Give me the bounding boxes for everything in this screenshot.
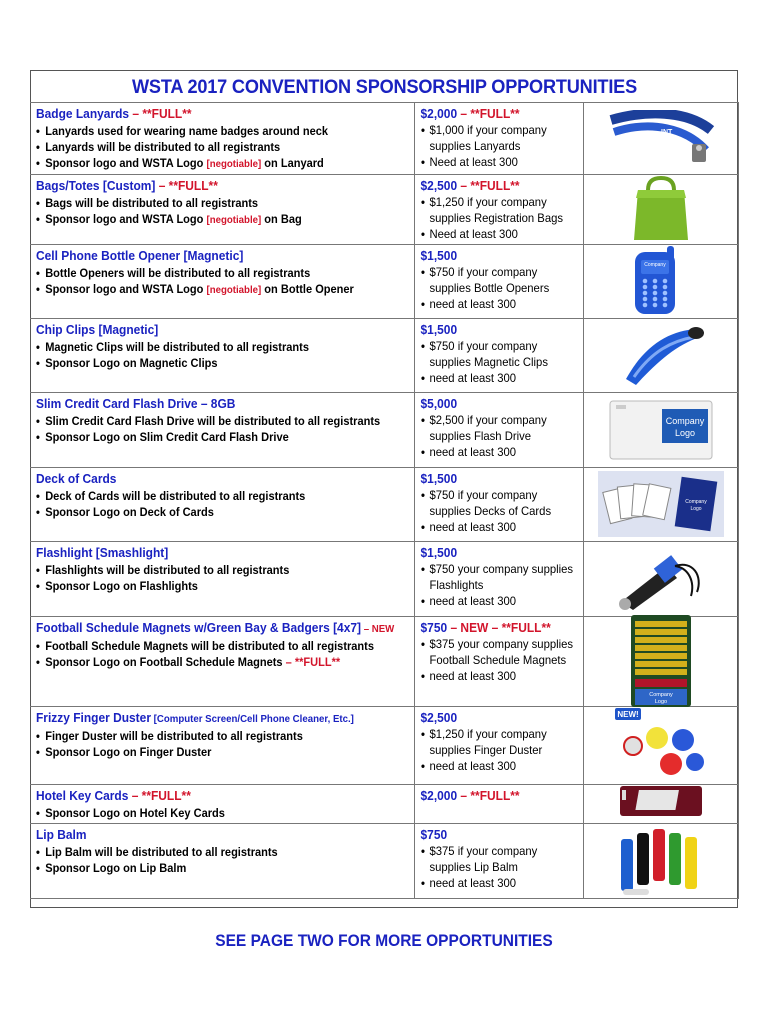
bullet-item: [36, 339, 380, 355]
price-value: $750: [420, 827, 448, 842]
price-details: [415, 412, 583, 460]
price-heading: [415, 319, 570, 338]
item-bullets: [36, 728, 410, 760]
price-detail-line: • Need at least 300: [421, 154, 573, 170]
finger-duster-image: [584, 707, 738, 783]
price-detail-line: • need at least 300: [421, 519, 573, 535]
bullet-item: [36, 638, 380, 654]
bullet-item: [36, 281, 380, 298]
price-detail-line: • $1,250 if your company: [421, 726, 573, 742]
price-status: – **FULL**: [457, 178, 520, 193]
item-bullets: [36, 638, 410, 670]
bullet-item: [36, 805, 380, 821]
price-details: [415, 726, 583, 774]
price-value: $5,000: [420, 396, 458, 411]
price-status: – **FULL**: [457, 788, 520, 803]
item-description-cell: [30, 245, 415, 319]
bullet-text: Finger Duster will be distributed to all registrants: [45, 729, 303, 743]
item-image-cell: [584, 785, 739, 824]
price-value: $2,500: [420, 178, 458, 193]
price-value: $2,000: [420, 106, 458, 121]
price-detail-line: • $2,500 if your company: [421, 412, 573, 428]
bullet-item: [36, 504, 380, 520]
item-description-cell: [30, 824, 415, 899]
item-description-cell: [30, 319, 415, 393]
price-heading: [415, 617, 570, 636]
price-detail-line: supplies Flash Drive: [429, 429, 532, 443]
price-heading: [415, 785, 570, 804]
bullet-item: [36, 654, 380, 670]
bullet-item: [36, 429, 380, 445]
price-details: [415, 122, 583, 170]
item-image-cell: [584, 175, 739, 245]
bullet-item: [36, 413, 380, 429]
bullet-text: Sponsor Logo on Hotel Key Cards: [45, 806, 225, 820]
bullet-text: Bottle Openers will be distributed to all registrants: [45, 266, 311, 280]
item-bullets: [36, 339, 410, 371]
page-title: WSTA 2017 CONVENTION SPONSORSHIP OPPORTUNITIES: [131, 76, 638, 98]
bullet-text: Lanyards will be distributed to all registrants: [45, 140, 281, 154]
item-description-cell: [30, 103, 415, 175]
svg-text:Logo: Logo: [690, 506, 702, 512]
sponsorship-row: [30, 617, 739, 707]
item-heading: [36, 178, 380, 194]
key-card-image: [584, 785, 738, 817]
item-heading: [36, 248, 380, 264]
item-price-cell: [415, 542, 584, 617]
item-title: Slim Credit Card Flash Drive – 8GB: [36, 396, 236, 411]
bullet-text: Sponsor logo and WSTA Logo: [45, 156, 207, 170]
bullet-text: Sponsor logo and WSTA Logo: [45, 282, 207, 296]
price-heading: [415, 103, 570, 122]
full-tag: – **FULL**: [129, 106, 192, 121]
price-heading: [415, 245, 570, 264]
item-description-cell: [30, 175, 415, 245]
full-tag: – **FULL**: [282, 655, 341, 669]
bullet-item: [36, 860, 380, 876]
bullet-text: Deck of Cards will be distributed to all registrants: [45, 489, 306, 503]
item-bullets: [36, 413, 410, 445]
item-image-cell: [584, 824, 739, 899]
item-price-cell: [415, 785, 584, 824]
price-details: [415, 194, 583, 242]
sponsorship-row: [30, 245, 739, 319]
price-detail-line: Football Schedule Magnets: [429, 653, 567, 667]
svg-text:Company: Company: [649, 692, 673, 698]
price-detail-line: supplies Bottle Openers: [429, 281, 550, 295]
price-detail-line: • $1,250 if your company: [421, 194, 573, 210]
price-details: [415, 561, 583, 609]
svg-text:Logo: Logo: [674, 427, 696, 438]
price-heading: [415, 468, 570, 487]
item-heading: [36, 710, 380, 727]
item-price-cell: [415, 617, 584, 707]
item-description-cell: [30, 707, 415, 785]
price-value: $1,500: [420, 248, 458, 263]
bullet-item: [36, 562, 380, 578]
price-status: – **FULL**: [457, 106, 520, 121]
bullet-item: [36, 265, 380, 281]
price-detail-line: supplies Lanyards: [429, 139, 521, 153]
item-image-cell: [584, 319, 739, 393]
sponsorship-row: [30, 824, 739, 899]
item-heading: [36, 106, 380, 122]
svg-text:Company: Company: [685, 499, 707, 505]
bullet-item: [36, 744, 380, 760]
item-title: Hotel Key Cards: [36, 788, 129, 803]
price-detail-line: • need at least 300: [421, 668, 573, 684]
item-description-cell: [30, 785, 415, 824]
price-details: [415, 338, 583, 386]
price-heading: [415, 175, 570, 194]
bullet-text: Sponsor Logo on Deck of Cards: [45, 505, 214, 519]
price-detail-line: • $375 if your company: [421, 843, 573, 859]
footer-note: SEE PAGE TWO FOR MORE OPPORTUNITIES: [215, 932, 553, 950]
bullet-item: [36, 195, 380, 211]
negotiable-note: [negotiable]: [206, 284, 262, 296]
price-detail-line: • $750 if your company: [421, 338, 573, 354]
price-detail-line: • $750 if your company: [421, 264, 573, 280]
bullet-text: Flashlights will be distributed to all registrants: [45, 563, 290, 577]
item-bullets: [36, 123, 410, 172]
item-image-cell: [584, 617, 739, 707]
item-bullets: [36, 488, 410, 520]
bullet-text: Lip Balm will be distributed to all registrants: [45, 845, 278, 859]
bullet-text: Sponsor Logo on Magnetic Clips: [45, 356, 218, 370]
item-price-cell: [415, 175, 584, 245]
bullet-item: [36, 211, 380, 228]
sponsorship-row: [30, 785, 739, 824]
item-price-cell: [415, 393, 584, 468]
price-heading: [415, 707, 570, 726]
bullet-text: Football Schedule Magnets will be distributed to all registrants: [45, 639, 374, 653]
item-price-cell: [415, 319, 584, 393]
price-details: [415, 636, 583, 684]
bullet-text: Lanyards used for wearing name badges around neck: [45, 124, 329, 138]
item-subtitle: [Computer Screen/Cell Phone Cleaner, Etc.]: [150, 713, 354, 725]
price-details: [415, 487, 583, 535]
price-detail-line: • need at least 300: [421, 296, 573, 312]
price-detail-line: supplies Finger Duster: [429, 743, 543, 757]
price-detail-line: • Need at least 300: [421, 226, 573, 242]
item-bullets: [36, 844, 410, 876]
item-image-cell: [584, 707, 739, 785]
tote-bag-image: [584, 175, 738, 243]
bullet-text: Sponsor Logo on Flashlights: [45, 579, 198, 593]
svg-text:INT: INT: [661, 129, 673, 136]
price-heading: [415, 393, 570, 412]
bullet-item: [36, 844, 380, 860]
bullet-item: [36, 123, 380, 139]
item-image-cell: [584, 393, 739, 468]
bullet-text: on Bottle Opener: [261, 282, 354, 296]
price-details: [415, 843, 583, 891]
price-detail-line: • $750 if your company: [421, 487, 573, 503]
svg-text:NEW!: NEW!: [617, 710, 639, 719]
item-title: Football Schedule Magnets w/Green Bay & Badgers [4x7]: [36, 620, 362, 635]
price-detail-line: • need at least 300: [421, 875, 573, 891]
item-price-cell: [415, 707, 584, 785]
item-title: Cell Phone Bottle Opener [Magnetic]: [36, 248, 244, 263]
sponsorship-row: [30, 103, 739, 175]
item-title: Bags/Totes [Custom]: [36, 178, 156, 193]
price-status: – NEW – **FULL**: [447, 620, 551, 635]
bullet-text: Sponsor Logo on Slim Credit Card Flash Drive: [45, 430, 289, 444]
item-title: Deck of Cards: [36, 471, 117, 486]
item-description-cell: [30, 393, 415, 468]
sponsorship-row: [30, 393, 739, 468]
flashlight-image: [584, 542, 738, 615]
price-detail-line: supplies Lip Balm: [429, 860, 518, 874]
bullet-text: Sponsor Logo on Finger Duster: [45, 745, 212, 759]
sponsorship-table: [30, 102, 739, 899]
item-heading: [36, 827, 380, 843]
full-tag: – **FULL**: [155, 178, 218, 193]
item-image-cell: [584, 542, 739, 617]
price-detail-line: Flashlights: [429, 578, 484, 592]
price-detail-line: • need at least 300: [421, 593, 573, 609]
bullet-item: [36, 155, 380, 172]
sponsorship-row: [30, 319, 739, 393]
price-value: $1,500: [420, 545, 458, 560]
bullet-item: [36, 355, 380, 371]
item-price-cell: [415, 468, 584, 542]
item-heading: [36, 788, 380, 804]
item-description-cell: [30, 468, 415, 542]
price-value: $750: [420, 620, 448, 635]
sponsorship-row: [30, 175, 739, 245]
item-description-cell: [30, 542, 415, 617]
item-heading: [36, 620, 395, 637]
item-heading: [36, 471, 380, 487]
full-tag: – **FULL**: [128, 788, 191, 803]
schedule-magnet-image: [584, 617, 738, 705]
item-title: Chip Clips [Magnetic]: [36, 322, 159, 337]
negotiable-note: [negotiable]: [206, 214, 262, 226]
item-title: Badge Lanyards: [36, 106, 130, 121]
price-detail-line: • $750 your company supplies: [421, 561, 573, 577]
new-tag: – NEW: [361, 623, 395, 635]
price-detail-line: • need at least 300: [421, 758, 573, 774]
item-price-cell: [415, 245, 584, 319]
sponsorship-row: [30, 468, 739, 542]
price-detail-line: supplies Registration Bags: [429, 211, 564, 225]
bullet-text: Bags will be distributed to all registrants: [45, 196, 259, 210]
bottle-opener-image: [584, 245, 738, 317]
price-value: $1,500: [420, 471, 458, 486]
svg-text:Logo: Logo: [654, 699, 668, 705]
bullet-text: Magnetic Clips will be distributed to all registrants: [45, 340, 309, 354]
company-logo-text: Company: [644, 262, 666, 268]
bullet-item: [36, 728, 380, 744]
bullet-text: on Lanyard: [261, 156, 324, 170]
bullet-item: [36, 139, 380, 155]
bullet-text: on Bag: [261, 212, 302, 226]
price-details: [415, 264, 583, 312]
price-detail-line: • $1,000 if your company: [421, 122, 573, 138]
lanyard-image: [584, 103, 738, 173]
price-detail-line: supplies Decks of Cards: [429, 504, 552, 518]
item-image-cell: [584, 468, 739, 542]
price-detail-line: supplies Magnetic Clips: [429, 355, 548, 369]
price-heading: [415, 542, 570, 561]
price-detail-line: • need at least 300: [421, 444, 573, 460]
bullet-item: [36, 488, 380, 504]
item-image-cell: [584, 103, 739, 175]
item-title: Lip Balm: [36, 827, 87, 842]
item-bullets: [36, 195, 410, 228]
item-bullets: [36, 562, 410, 594]
price-heading: [415, 824, 570, 843]
sponsorship-row: [30, 707, 739, 785]
item-heading: [36, 396, 380, 412]
item-price-cell: [415, 103, 584, 175]
item-description-cell: [30, 617, 415, 707]
svg-text:Company: Company: [665, 415, 705, 426]
bullet-text: Sponsor Logo on Lip Balm: [45, 861, 187, 875]
negotiable-note: [negotiable]: [206, 158, 262, 170]
price-value: $2,000: [420, 788, 458, 803]
item-heading: [36, 545, 380, 561]
price-detail-line: • $375 your company supplies: [421, 636, 573, 652]
price-value: $1,500: [420, 322, 458, 337]
bullet-text: Sponsor Logo on Football Schedule Magnets: [45, 655, 283, 669]
sponsorship-row: [30, 542, 739, 617]
bullet-item: [36, 578, 380, 594]
price-value: $2,500: [420, 710, 458, 725]
item-title: Frizzy Finger Duster: [36, 710, 151, 725]
price-detail-line: • need at least 300: [421, 370, 573, 386]
playing-cards-image: [584, 468, 738, 540]
item-image-cell: [584, 245, 739, 319]
item-bullets: [36, 265, 410, 298]
flash-drive-image: [584, 393, 738, 466]
item-price-cell: [415, 824, 584, 899]
bullet-text: Slim Credit Card Flash Drive will be distributed to all registrants: [45, 414, 381, 428]
item-title: Flashlight [Smashlight]: [36, 545, 169, 560]
lip-balm-image: [584, 824, 738, 897]
chip-clip-image: [584, 319, 738, 391]
bullet-text: Sponsor logo and WSTA Logo: [45, 212, 207, 226]
item-bullets: [36, 805, 410, 821]
item-heading: [36, 322, 380, 338]
